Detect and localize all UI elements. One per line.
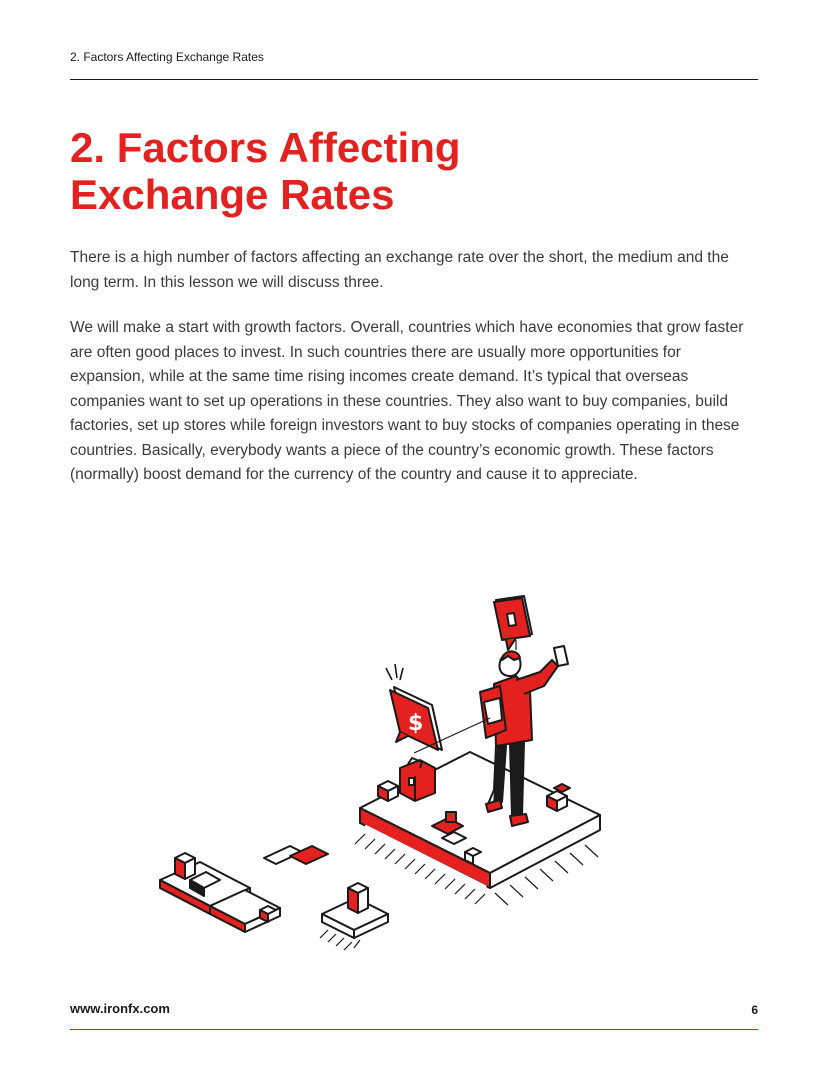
pedestal	[320, 883, 388, 950]
header-divider	[70, 79, 758, 80]
dollar-symbol: $	[408, 711, 424, 736]
dollar-bubble-icon	[386, 664, 442, 750]
growth-illustration	[150, 590, 620, 960]
growth-factors-paragraph: We will make a start with growth factors. Overall, countries which have economies that grow faster are often good places to invest. In such countries there are usually more opportunities for expansion, while at the same time rising incomes create demand. It’s typical that overseas companies want to set up operations in these countries. They also want to buy companies, build factories, set up stores while foreign investors want to buy stocks of companies operating in these countries. Basically, everybody wants a piece of the country’s economic growth. These factors (normally) boost demand for the currency of the country and cause it to appreciate.	[70, 319, 744, 483]
page-number: 6	[751, 1003, 758, 1017]
location-bubble-icon	[494, 596, 532, 650]
platform-base	[355, 752, 600, 905]
footer-divider	[70, 1029, 758, 1030]
running-header: 2. Factors Affecting Exchange Rates	[70, 50, 264, 64]
small-platform	[160, 853, 280, 932]
footer-website-link[interactable]: www.ironfx.com	[70, 1001, 170, 1016]
intro-paragraph: There is a high number of factors affecting an exchange rate over the short, the medium and the long term. In this lesson we will discuss three.	[70, 249, 729, 291]
briefcase-icon	[400, 758, 435, 801]
page-title: 2. Factors Affecting Exchange Rates	[70, 124, 461, 218]
